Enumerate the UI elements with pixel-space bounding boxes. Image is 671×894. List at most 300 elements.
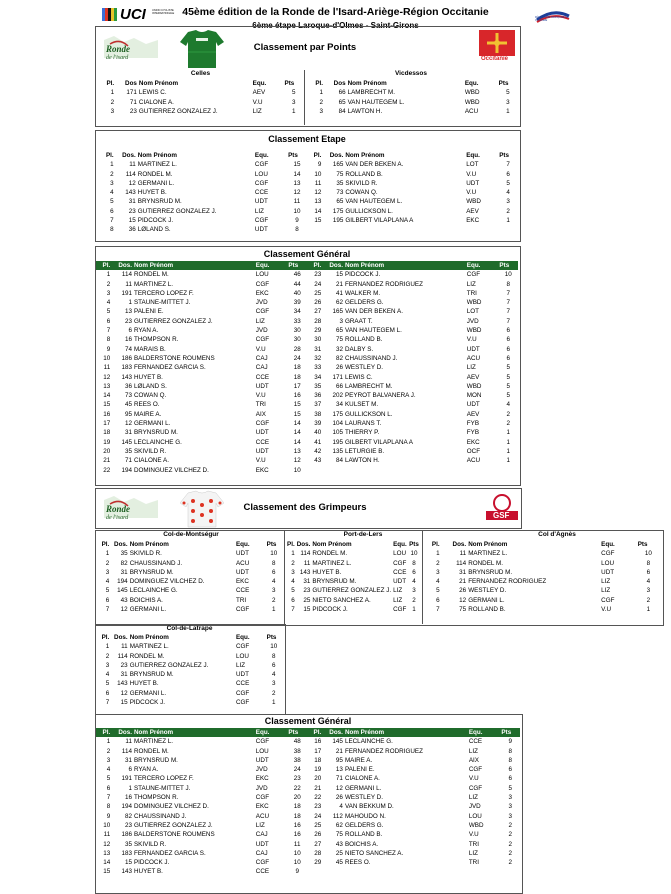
table-cell: 17 (314, 747, 322, 755)
table-row (96, 428, 307, 437)
general-grimpeurs-table-left (96, 728, 307, 877)
table-row (96, 307, 307, 316)
column-header: Dos. (111, 261, 133, 270)
table-cell: 29 (314, 327, 322, 335)
column-header: Dos. (114, 541, 128, 548)
table-cell: 1 (128, 784, 132, 792)
table-cell: UDT (255, 382, 269, 390)
table-cell: 46 (293, 271, 301, 279)
table-cell: 3 (272, 587, 276, 595)
table-cell: AIX (468, 756, 479, 764)
table-cell: NIETO SANCHEZ A. (312, 596, 371, 604)
table-cell: ROLLAND B. (344, 831, 383, 839)
table-cell: 35 (120, 550, 128, 558)
table-cell: 10 (103, 354, 111, 362)
table-cell: COWAN Q. (133, 392, 167, 400)
gsf-logo-icon (484, 491, 520, 527)
table-cell: UDT (255, 756, 269, 764)
table-cell: 15 (335, 271, 343, 279)
table-cell: 11 (129, 161, 136, 169)
table-cell: 2 (646, 596, 651, 604)
points-vicdessos-table (306, 79, 518, 116)
table-cell: CGF (601, 596, 615, 604)
table-cell: 30 (293, 336, 301, 344)
table-cell: 1 (272, 606, 276, 614)
column-header: Nom Prénom (347, 80, 387, 87)
table-cell: 25 (303, 596, 311, 604)
uci-logo-text: UCI (120, 6, 146, 23)
general-points-title: Classement Général (263, 249, 351, 259)
column-header: Equ. (393, 541, 407, 548)
table-cell: 34 (335, 401, 343, 409)
table-cell: 2 (508, 859, 512, 867)
table-cell: 34 (314, 373, 322, 381)
table-cell: ACU (466, 354, 481, 362)
table-row (307, 280, 518, 289)
ronde-isard-logo-icon (100, 494, 160, 522)
table-cell: 4 (506, 401, 510, 409)
table-row (96, 298, 307, 307)
table-row (96, 596, 282, 605)
table-cell: LIZ (252, 107, 262, 115)
table-cell: 194 (121, 466, 132, 474)
table-row (96, 373, 307, 382)
table-cell: 41 (314, 438, 322, 446)
table-cell: 40 (314, 429, 322, 437)
table-cell: WBD (466, 327, 482, 335)
table-cell: 45 (335, 859, 343, 867)
table-cell: UDT (235, 568, 249, 576)
table-cell: 11 (459, 550, 467, 558)
table-cell: 65 (336, 198, 344, 206)
table-row (96, 438, 307, 447)
table-cell: LECLAINCHE G. (344, 738, 393, 746)
table-cell: EKC (466, 438, 480, 446)
table-cell: 1 (106, 738, 111, 746)
table-cell: EKC (255, 289, 269, 297)
table-cell: LOU (254, 170, 268, 178)
table-cell: WBD (466, 382, 482, 390)
table-cell: PIDCOCK J. (344, 271, 381, 279)
table-cell: DALBY S. (344, 345, 374, 353)
table-cell: 18 (293, 803, 301, 811)
green-jersey (180, 28, 224, 70)
table-cell: 21 (335, 280, 343, 288)
table-header-row (307, 728, 520, 737)
table-cell: 2 (105, 559, 110, 567)
table-cell: DOMINGUEZ VILCHEZ D. (129, 578, 205, 586)
table-cell: 23 (314, 271, 322, 279)
table-cell: 2 (412, 596, 416, 604)
column-header: Dos (125, 80, 137, 87)
table-cell: 2 (110, 98, 115, 106)
table-cell: 34 (293, 308, 301, 316)
table-cell: CIALONE A. (344, 775, 380, 783)
table-cell: THIERRY P. (344, 429, 380, 437)
table-cell: 31 (128, 198, 136, 206)
table-cell: 24 (293, 766, 301, 774)
table-cell: FERNANDEZ GARCIA S. (133, 364, 206, 372)
table-cell: 2 (319, 98, 324, 106)
table-cell: MARTINEZ L. (137, 161, 177, 169)
table-cell: HUYET B. (137, 189, 167, 197)
table-cell: 75 (335, 336, 343, 344)
table-cell: 2 (106, 747, 111, 755)
table-cell: 71 (129, 98, 137, 106)
table-cell: GUTIERREZ GONZALEZ J. (133, 317, 213, 325)
column-header: Dos. (114, 634, 128, 641)
table-cell: 22 (314, 794, 322, 802)
table-row (96, 456, 307, 465)
column-header: Pl. (313, 152, 322, 159)
table-cell: 6 (506, 336, 510, 344)
table-cell: THOMPSON R. (133, 794, 179, 802)
table-cell: 23 (124, 317, 132, 325)
table-cell: 6 (128, 766, 132, 774)
table-cell: RYAN A. (133, 766, 159, 774)
table-cell: 1 (291, 550, 295, 558)
table-cell: 2 (436, 559, 440, 567)
table-cell: 9 (106, 812, 111, 820)
table-cell: CCE (235, 680, 250, 688)
table-row (96, 270, 307, 279)
table-row (307, 317, 518, 326)
table-row (96, 400, 307, 409)
table-cell: 35 (314, 382, 322, 390)
table-cell: 2 (506, 420, 510, 428)
table-cell: 4 (272, 671, 276, 679)
table-cell: 4 (272, 578, 276, 586)
table-cell: VAN HAUTEGEM L. (344, 327, 402, 335)
table-cell: 22 (103, 466, 111, 474)
table-cell: 4 (105, 578, 110, 586)
table-cell: MARTINEZ L. (133, 280, 174, 288)
table-cell: 15 (293, 410, 301, 418)
table-cell: 7 (436, 606, 440, 614)
table-cell: GULLICKSON L. (344, 410, 393, 418)
column-header: Nom Prénom (344, 728, 468, 737)
table-cell: 11 (125, 738, 132, 746)
table-cell: GERMANI L. (137, 179, 175, 187)
table-cell: 3 (106, 756, 111, 764)
table-cell: 44 (293, 280, 301, 288)
occitanie-logo-text: Occitanie (481, 56, 509, 62)
table-cell: 7 (506, 317, 510, 325)
table-cell: 26 (335, 794, 343, 802)
table-cell: 12 (103, 373, 111, 381)
table-cell: 12 (335, 784, 343, 792)
table-cell: 4 (105, 671, 110, 679)
table-cell: 9 (295, 217, 299, 225)
etape-table-right (307, 151, 518, 225)
table-cell: 5 (506, 364, 510, 372)
table-cell: 6 (106, 317, 111, 325)
table-cell: 28 (293, 345, 301, 353)
table-row (424, 549, 660, 558)
table-cell: LAMBRECHT M. (344, 382, 393, 390)
table-cell: PEYROT BALVANERA J. (344, 392, 416, 400)
table-cell: 10 (504, 271, 512, 279)
table-cell: 13 (103, 849, 111, 857)
table-cell: 71 (124, 457, 132, 465)
table-cell: UDT (393, 578, 407, 586)
table-cell: CHAUSSINAND J. (133, 812, 187, 820)
table-row (96, 447, 307, 456)
table-cell: WBD (464, 89, 480, 97)
table-cell: 6 (291, 596, 295, 604)
table-cell: 5 (506, 382, 510, 390)
column-header: Equ. (235, 634, 250, 641)
table-cell: 2 (508, 831, 512, 839)
table-row (424, 586, 660, 595)
table-cell: 39 (314, 420, 322, 428)
table-cell: UDT (601, 568, 615, 576)
table-cell: 114 (125, 170, 136, 178)
table-cell: EKC (255, 775, 269, 783)
table-row (424, 577, 660, 586)
table-cell: 15 (314, 217, 322, 225)
table-cell: CGF (255, 859, 270, 867)
table-cell: 1 (506, 457, 510, 465)
table-cell: 3 (105, 568, 110, 576)
table-header-row (424, 540, 660, 549)
table-row (96, 793, 307, 802)
table-cell: LIZ (468, 849, 478, 857)
table-row (307, 188, 518, 197)
table-cell: 9 (106, 345, 111, 353)
table-row (307, 456, 518, 465)
table-row (96, 335, 307, 344)
table-row (307, 400, 518, 409)
table-cell: BALDERSTONE ROUMENS (133, 354, 215, 362)
etape-title: Classement Etape (268, 134, 346, 144)
table-cell: 8 (508, 756, 512, 764)
table-cell: 1 (272, 699, 276, 707)
table-cell: 6 (412, 568, 416, 576)
table-cell: EKC (255, 466, 269, 474)
uci-logo-subtext: UNION CYCLISTE INTERNATIONALE (152, 9, 175, 15)
table-cell: GULLICKSON L. (345, 207, 393, 215)
table-cell: 28 (314, 849, 322, 857)
table-cell: 114 (117, 652, 128, 660)
table-cell: 143 (117, 680, 128, 688)
table-cell: CGF (466, 271, 481, 279)
table-cell: 6 (506, 345, 510, 353)
table-cell: TRI (468, 859, 479, 867)
table-cell: 32 (335, 345, 343, 353)
table-cell: 12 (120, 606, 128, 614)
table-cell: LIZ (601, 587, 611, 595)
table-row (424, 568, 660, 577)
table-cell: UDT (235, 550, 249, 558)
table-cell: 33 (293, 317, 301, 325)
table-cell: JVD (466, 317, 479, 325)
table-row (307, 363, 518, 372)
table-cell: 14 (314, 207, 322, 215)
column-header: Equ. (235, 541, 250, 548)
table-row (306, 98, 518, 107)
table-row (307, 382, 518, 391)
table-cell: WALKER M. (344, 289, 381, 297)
ffc-logo-text: FÉDÉRATION FRANÇAISE DE CYCLISME (535, 16, 569, 22)
column-header: Dos. (322, 728, 344, 737)
column-header: Pl. (307, 728, 322, 737)
table-cell: LIZ (255, 821, 265, 829)
table-cell: 3 (110, 179, 114, 187)
table-cell: EKC (235, 578, 249, 586)
table-cell: 6 (128, 327, 132, 335)
table-cell: RONDEL M. (133, 747, 169, 755)
table-cell: PIDCOCK J. (133, 859, 170, 867)
table-row (96, 840, 307, 849)
table-cell: 2 (272, 596, 276, 604)
table-cell: BALDERSTONE ROUMENS (133, 831, 215, 839)
table-cell: V.U (466, 336, 477, 344)
table-cell: GERMANI L. (129, 689, 167, 697)
agnes-label: Col d'Agnès (538, 531, 576, 538)
table-cell: 40 (293, 289, 301, 297)
table-cell: LIZ (468, 747, 478, 755)
column-header: Pts (500, 728, 520, 737)
table-cell: 24 (314, 812, 322, 820)
table-cell: LOT (466, 308, 480, 316)
table-cell: 10 (293, 849, 301, 857)
table-cell: UDT (466, 345, 480, 353)
table-row (307, 858, 520, 867)
table-cell: VAN HAUTEGEM L. (345, 198, 403, 206)
column-header: Dos. (329, 152, 344, 159)
table-cell: 4 (412, 578, 416, 586)
table-cell: 65 (335, 327, 343, 335)
table-cell: RONDEL M. (133, 271, 169, 279)
table-cell: 23 (129, 107, 137, 115)
table-cell: 73 (336, 189, 344, 197)
table-cell: 6 (508, 775, 512, 783)
table-cell: 1 (105, 643, 110, 651)
table-cell: TRI (235, 596, 247, 604)
table-cell: GUTIERREZ GONZALEZ J. (137, 207, 217, 215)
table-cell: V.U (255, 392, 266, 400)
table-cell: LOU (255, 747, 269, 755)
table-cell: 16 (103, 410, 111, 418)
table-header-row (96, 728, 307, 737)
table-cell: UDT (466, 401, 480, 409)
table-row (97, 88, 304, 97)
table-cell: CGF (601, 550, 615, 558)
column-header: Pts (499, 152, 509, 159)
table-cell: 112 (332, 812, 343, 820)
table-cell: 31 (303, 578, 311, 586)
table-cell: WBD (468, 821, 484, 829)
table-cell: 10 (270, 550, 278, 558)
table-row (307, 840, 520, 849)
table-row (96, 661, 282, 670)
table-cell: 104 (332, 420, 343, 428)
table-cell: 7 (506, 161, 510, 169)
portlers-table (286, 540, 420, 614)
table-cell: 4 (106, 299, 111, 307)
ronde-logo (100, 34, 160, 62)
table-cell: 183 (121, 849, 132, 857)
table-row (96, 867, 307, 876)
table-cell: 5 (506, 392, 510, 400)
table-cell: 36 (314, 392, 322, 400)
column-header: Dos. (111, 728, 133, 737)
table-cell: 6 (506, 354, 510, 362)
table-header-row (97, 79, 304, 88)
table-cell: 143 (121, 868, 132, 876)
table-cell: 3 (508, 794, 512, 802)
table-cell: CGF (254, 161, 269, 169)
table-row (96, 821, 307, 830)
table-cell: 71 (335, 775, 343, 783)
table-cell: ROLLAND B. (345, 170, 383, 178)
table-cell: GELDERS G. (344, 821, 384, 829)
column-header: Dos. (296, 541, 311, 548)
table-cell: 16 (314, 738, 322, 746)
general-points-table-left (96, 261, 307, 475)
table-cell: GERMANI L. (468, 596, 505, 604)
table-cell: CIALONE A. (138, 98, 174, 106)
table-cell: 82 (120, 559, 128, 567)
table-cell: 10 (270, 643, 278, 651)
table-cell: 14 (293, 438, 301, 446)
column-header: Nom Prénom (468, 541, 508, 548)
table-cell: 1 (506, 217, 510, 225)
table-cell: JVD (255, 299, 268, 307)
table-cell: LECLAINCHE G. (129, 587, 178, 595)
table-cell: 66 (338, 89, 346, 97)
column-header: Nom Prénom (129, 541, 169, 548)
table-cell: 35 (336, 179, 344, 187)
table-cell: VAN DER BEKEN A. (344, 308, 403, 316)
table-cell: 6 (646, 568, 651, 576)
column-header: Nom Prénom (137, 152, 177, 159)
table-row (96, 737, 307, 746)
table-cell: 2 (106, 280, 111, 288)
table-row (307, 438, 518, 447)
table-cell: CGF (235, 689, 250, 697)
table-cell: 23 (128, 207, 136, 215)
table-row (307, 345, 518, 354)
table-cell: BRYNSRUD M. (312, 578, 357, 586)
table-cell: 16 (293, 821, 301, 829)
table-cell: 82 (124, 812, 132, 820)
table-row (307, 207, 518, 216)
table-cell: 8 (412, 559, 416, 567)
table-cell: 13 (124, 308, 132, 316)
table-cell: LOU (255, 271, 269, 279)
column-header: Dos. (452, 541, 467, 548)
table-row (307, 812, 520, 821)
table-row (96, 466, 307, 475)
table-cell: 8 (110, 226, 114, 234)
table-cell: 11 (303, 559, 311, 567)
table-cell: 3 (436, 568, 440, 576)
table-row (96, 559, 282, 568)
table-cell: RONDEL M. (468, 559, 503, 567)
table-cell: 22 (293, 784, 301, 792)
table-cell: 3 (272, 680, 276, 688)
table-cell: 1 (291, 107, 296, 115)
table-cell: JVD (255, 766, 268, 774)
table-cell: 21 (103, 457, 111, 465)
table-cell: 143 (125, 189, 136, 197)
table-cell: GUTIERREZ GONZALEZ J. (312, 587, 392, 595)
table-cell: CGF (254, 179, 269, 187)
table-cell: 4 (339, 803, 343, 811)
table-cell: CCE (255, 438, 270, 446)
